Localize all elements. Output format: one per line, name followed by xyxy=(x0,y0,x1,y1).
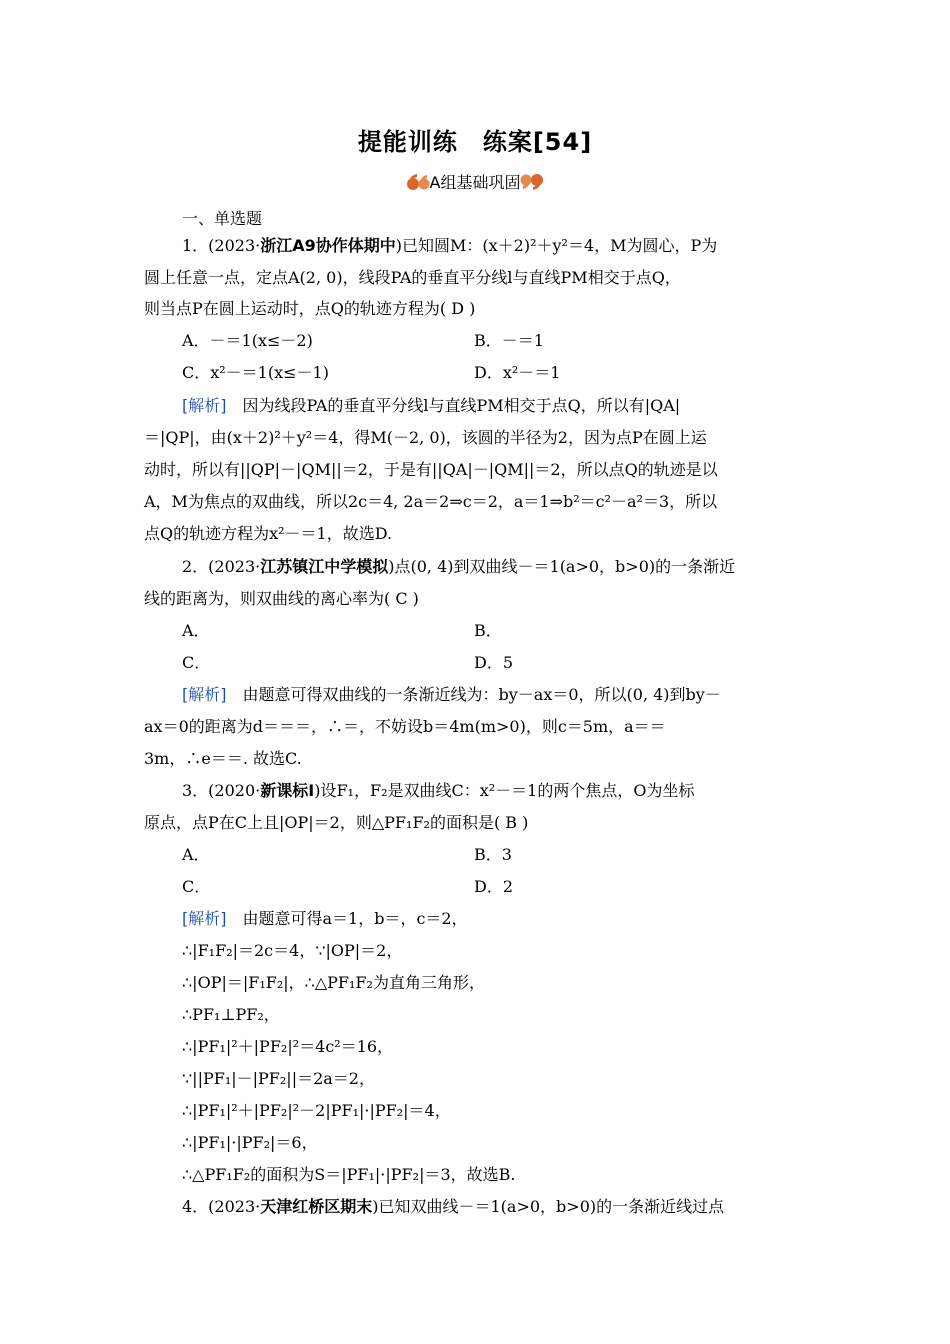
q3-solution-6: ∵||PF₁|－|PF₂||＝2a＝2， xyxy=(182,1069,375,1088)
q2-option-a: A． xyxy=(182,621,210,640)
q3-solution-2: ∴|F₁F₂|＝2c＝4，∵|OP|＝2， xyxy=(182,941,403,960)
q1-line-1: 1．(2023·浙江A9协作体期中)已知圆M：(x＋2)²＋y²＝4，M为圆心，P为 xyxy=(182,236,718,255)
group-heading xyxy=(0,170,950,193)
q1-option-a: A．－＝1(x≤－2) xyxy=(182,331,313,350)
q3-solution-1: [解析] 由题意可得a＝1，b＝，c＝2， xyxy=(182,909,468,928)
q3-source: 新课标Ⅰ xyxy=(260,781,315,800)
q3-solution-8: ∴|PF₁|·|PF₂|＝6， xyxy=(182,1133,318,1152)
q4-source: 天津红桥区期末 xyxy=(260,1197,373,1216)
q3-option-d: D．2 xyxy=(474,877,514,896)
q3-line-1: 3．(2020·新课标Ⅰ)设F₁，F₂是双曲线C：x²－＝1的两个焦点，O为坐标 xyxy=(182,781,695,800)
q2-option-d: D．5 xyxy=(474,653,514,672)
q2-solution-1: [解析] 由题意可得双曲线的一条渐近线为：by－ax＝0，所以(0, 4)到by－ xyxy=(182,685,721,704)
q1-line-3: 则当点P在圆上运动时，点Q的轨迹方程为( D ) xyxy=(144,299,476,318)
q3-solution-7: ∴|PF₁|²＋|PF₂|²－2|PF₁|·|PF₂|＝4， xyxy=(182,1101,451,1120)
solution-tag: [解析] xyxy=(182,396,227,415)
q2-option-c: C． xyxy=(182,653,211,672)
open-quote-icon xyxy=(406,172,430,192)
solution-tag: [解析] xyxy=(182,685,227,704)
q1-solution-5: 点Q的轨迹方程为x²－＝1，故选D. xyxy=(144,524,393,543)
q2-source: 江苏镇江中学模拟 xyxy=(260,557,389,576)
q3-solution-3: ∴|OP|＝|F₁F₂|，∴△PF₁F₂为直角三角形， xyxy=(182,973,485,992)
q2-line-1: 2．(2023·江苏镇江中学模拟)点(0, 4)到双曲线－＝1(a>0，b>0)的一条渐近 xyxy=(182,557,736,576)
q3-solution-5: ∴|PF₁|²＋|PF₂|²＝4c²＝16， xyxy=(182,1037,394,1056)
q3-line-2: 原点，点P在C上且|OP|＝2，则△PF₁F₂的面积是( B ) xyxy=(144,813,529,832)
q1-option-c: C．x²－＝1(x≤－1) xyxy=(182,363,329,382)
q1-solution-1: [解析] 因为线段PA的垂直平分线l与直线PM相交于点Q，所以有|QA| xyxy=(182,396,681,415)
q2-line-2: 线的距离为，则双曲线的离心率为( C ) xyxy=(144,589,419,608)
page-title: 提能训练 练案[54] xyxy=(357,128,593,156)
q3-option-c: C． xyxy=(182,877,211,896)
q2-solution-3: 3m，∴e＝＝. 故选C. xyxy=(144,749,302,768)
q2-solution-2: ax＝0的距离为d＝＝＝，∴＝，不妨设b＝4m(m>0)，则c＝5m，a＝＝ xyxy=(144,717,666,736)
q1-option-b: B．－＝1 xyxy=(474,331,544,350)
q3-solution-4: ∴PF₁⊥PF₂， xyxy=(182,1005,280,1024)
q1-option-d: D．x²－＝1 xyxy=(474,363,561,382)
q2-option-b: B． xyxy=(474,621,502,640)
q3-option-b: B．3 xyxy=(474,845,512,864)
q4-line-1: 4．(2023·天津红桥区期末)已知双曲线－＝1(a>0，b>0)的一条渐近线过点 xyxy=(182,1197,725,1216)
q3-solution-9: ∴△PF₁F₂的面积为S＝|PF₁|·|PF₂|＝3，故选B. xyxy=(182,1165,516,1184)
q1-solution-3: 动时，所以有||QP|－|QM||＝2，于是有||QA|－|QM||＝2，所以点Q的轨迹是以 xyxy=(144,460,718,479)
group-label: A组基础巩固 xyxy=(429,173,521,192)
solution-tag: [解析] xyxy=(182,909,227,928)
q1-line-2: 圆上任意一点，定点A(2, 0)，线段PA的垂直平分线l与直线PM相交于点Q， xyxy=(144,268,681,287)
q1-solution-2: ＝|QP|，由(x＋2)²＋y²＝4，得M(－2, 0)，该圆的半径为2，因为点P在圆上运 xyxy=(144,428,707,447)
q3-option-a: A． xyxy=(182,845,210,864)
q1-solution-4: A，M为焦点的双曲线，所以2c＝4, 2a＝2⇒c＝2，a＝1⇒b²＝c²－a²＝3，所以 xyxy=(144,492,718,511)
q1-source: 浙江A9协作体期中 xyxy=(260,236,396,255)
section-heading: 一、单选题 xyxy=(182,209,263,228)
close-quote-icon xyxy=(520,172,544,192)
